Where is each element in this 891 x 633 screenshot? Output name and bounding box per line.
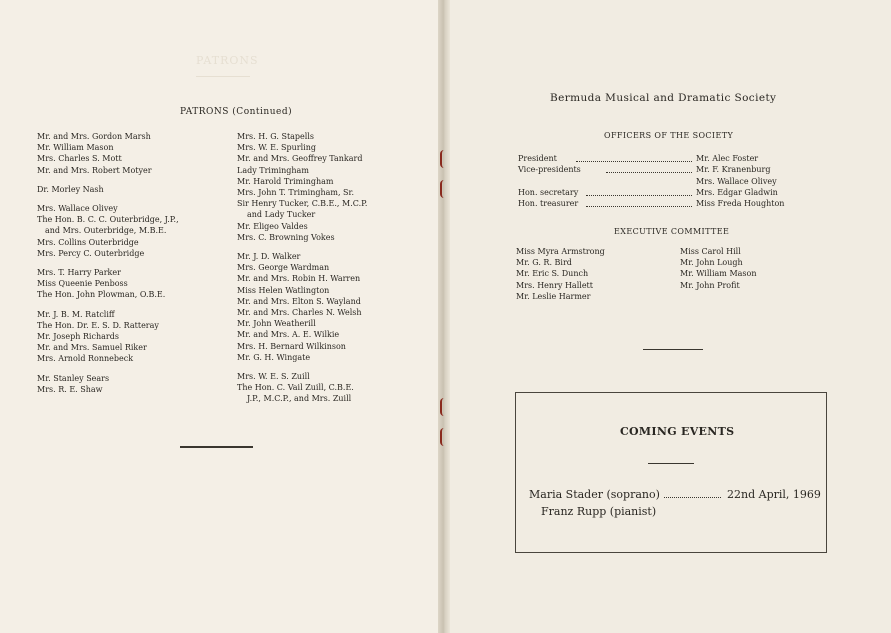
patron-name: Mr. and Mrs. Geoffrey Tankard (237, 154, 363, 164)
coming-events-box (515, 392, 827, 553)
patron-name: Mr. J. D. Walker (237, 252, 301, 262)
patron-name: Mrs. W. E. S. Zuill (237, 372, 310, 382)
committee-member: Mr. John Lough (680, 258, 743, 268)
patron-name: Mr. Harold Trimingham (237, 176, 334, 186)
patrons-title: PATRONS (Continued) (180, 107, 293, 117)
patron-name: Mr. William Mason (37, 143, 114, 153)
booklet-spine (438, 0, 450, 633)
patron-name: Mrs. Percy C. Outerbridge (37, 248, 145, 258)
committee-member: Mr. Leslie Harmer (516, 291, 591, 301)
patron-name: Mr. and Mrs. Robert Motyer (37, 165, 152, 175)
event-date: 22nd April, 1969 (727, 488, 821, 501)
patron-name: Mrs. R. E. Shaw (37, 384, 103, 394)
committee-member: Mr. G. R. Bird (516, 258, 572, 268)
committee-member: Mr. William Mason (680, 269, 757, 279)
patron-name: Mrs. Arnold Ronnebeck (37, 354, 134, 364)
patrons-column-1 (37, 131, 179, 395)
patrons-column-2 (237, 131, 367, 405)
patron-name: Mr. Stanley Sears (37, 373, 110, 383)
patron-name: Miss Helen Watlington (237, 285, 330, 295)
end-rule (180, 446, 253, 448)
patron-name: Mr. G. H. Wingate (237, 352, 311, 362)
patron-name: Mr. and Mrs. Gordon Marsh (37, 132, 151, 141)
event-performer: Maria Stader (soprano) (529, 488, 660, 501)
binding-stitch (440, 398, 450, 416)
patron-name: Sir Henry Tucker, C.B.E., M.C.P. (237, 199, 368, 209)
leader-dots (606, 172, 692, 173)
patron-name: and Lady Tucker (247, 210, 316, 220)
patron-name: The Hon. B. C. C. Outerbridge, J.P., (37, 215, 179, 225)
patron-name: Mr. J. B. M. Ratcliff (37, 309, 115, 319)
patron-name: J.P., M.C.P., and Mrs. Zuill (247, 394, 352, 404)
patron-name: The Hon. C. Vail Zuill, C.B.E. (237, 383, 354, 393)
events-rule (648, 463, 694, 464)
officer-holder: Mr. F. Kranenburg (696, 165, 771, 174)
executive-heading: EXECUTIVE COMMITTEE (614, 227, 730, 236)
patron-name: Mr. John Weatherill (237, 319, 316, 329)
leader-dots (586, 206, 692, 207)
officer-holder: Mr. Alec Foster (696, 154, 759, 163)
show-through-heading: PATRONS (196, 54, 259, 67)
officer-holder: Mrs. Wallace Olivey (696, 177, 777, 186)
patron-name: Mrs. Wallace Olivey (37, 204, 118, 214)
leader-dots (664, 497, 721, 498)
binding-stitch (440, 150, 450, 168)
show-through-rule (196, 76, 250, 77)
committee-member: Miss Carol Hill (680, 247, 741, 256)
society-title: Bermuda Musical and Dramatic Society (550, 92, 777, 104)
patron-name: The Hon. John Plowman, O.B.E. (37, 290, 166, 300)
patron-name: Lady Trimingham (237, 165, 309, 175)
patron-name: Mrs. H. Bernard Wilkinson (237, 341, 346, 351)
officer-role: Hon. treasurer (518, 199, 579, 208)
patron-name: Mrs. Charles S. Mott (37, 154, 122, 164)
leader-dots (576, 161, 692, 162)
committee-member: Mr. John Profit (680, 280, 740, 290)
officers-heading: OFFICERS OF THE SOCIETY (604, 131, 734, 140)
patron-name: Dr. Morley Nash (37, 184, 104, 194)
section-rule (643, 349, 703, 350)
binding-stitch (440, 428, 450, 446)
officer-role: President (518, 154, 557, 163)
officer-role: Hon. secretary (518, 188, 579, 197)
committee-member: Miss Myra Armstrong (516, 247, 605, 256)
patron-name: Mr. and Mrs. Samuel Riker (37, 343, 147, 353)
patron-name: Mr. and Mrs. A. E. Wilkie (237, 330, 340, 340)
executive-column-2 (680, 246, 756, 291)
patron-name: Mrs. W. E. Spurling (237, 143, 317, 153)
patron-name: Mrs. C. Browning Vokes (237, 232, 335, 242)
patron-name: Mr. and Mrs. Robin H. Warren (237, 274, 361, 284)
executive-column-1 (516, 246, 605, 302)
committee-member: Mr. Eric S. Dunch (516, 269, 589, 279)
leader-dots (586, 195, 692, 196)
patron-name: Mrs. T. Harry Parker (37, 268, 121, 278)
patron-name: Mr. Eligeo Valdes (237, 221, 308, 231)
patron-name: Mrs. Collins Outerbridge (37, 237, 139, 247)
officer-holder: Mrs. Edgar Gladwin (696, 188, 778, 197)
officer-holder: Miss Freda Houghton (696, 199, 785, 208)
binding-stitch (440, 180, 450, 198)
event-performer: Franz Rupp (pianist) (541, 505, 657, 518)
officer-role: Vice-presidents (518, 165, 581, 174)
patron-name: Mrs. H. G. Stapells (237, 132, 315, 141)
patron-name: and Mrs. Outerbridge, M.B.E. (45, 226, 167, 236)
patron-name: Mr. Joseph Richards (37, 332, 119, 342)
coming-events-title: COMING EVENTS (620, 425, 735, 438)
patron-name: Mrs. John T. Trimingham, Sr. (237, 188, 355, 198)
patron-name: Mr. and Mrs. Elton S. Wayland (237, 296, 361, 306)
patron-name: Mrs. George Wardman (237, 263, 330, 273)
committee-member: Mrs. Henry Hallett (516, 280, 593, 290)
patron-name: Mr. and Mrs. Charles N. Welsh (237, 308, 362, 318)
patron-name: Miss Queenie Penboss (37, 279, 128, 289)
patron-name: The Hon. Dr. E. S. D. Ratteray (37, 320, 159, 330)
